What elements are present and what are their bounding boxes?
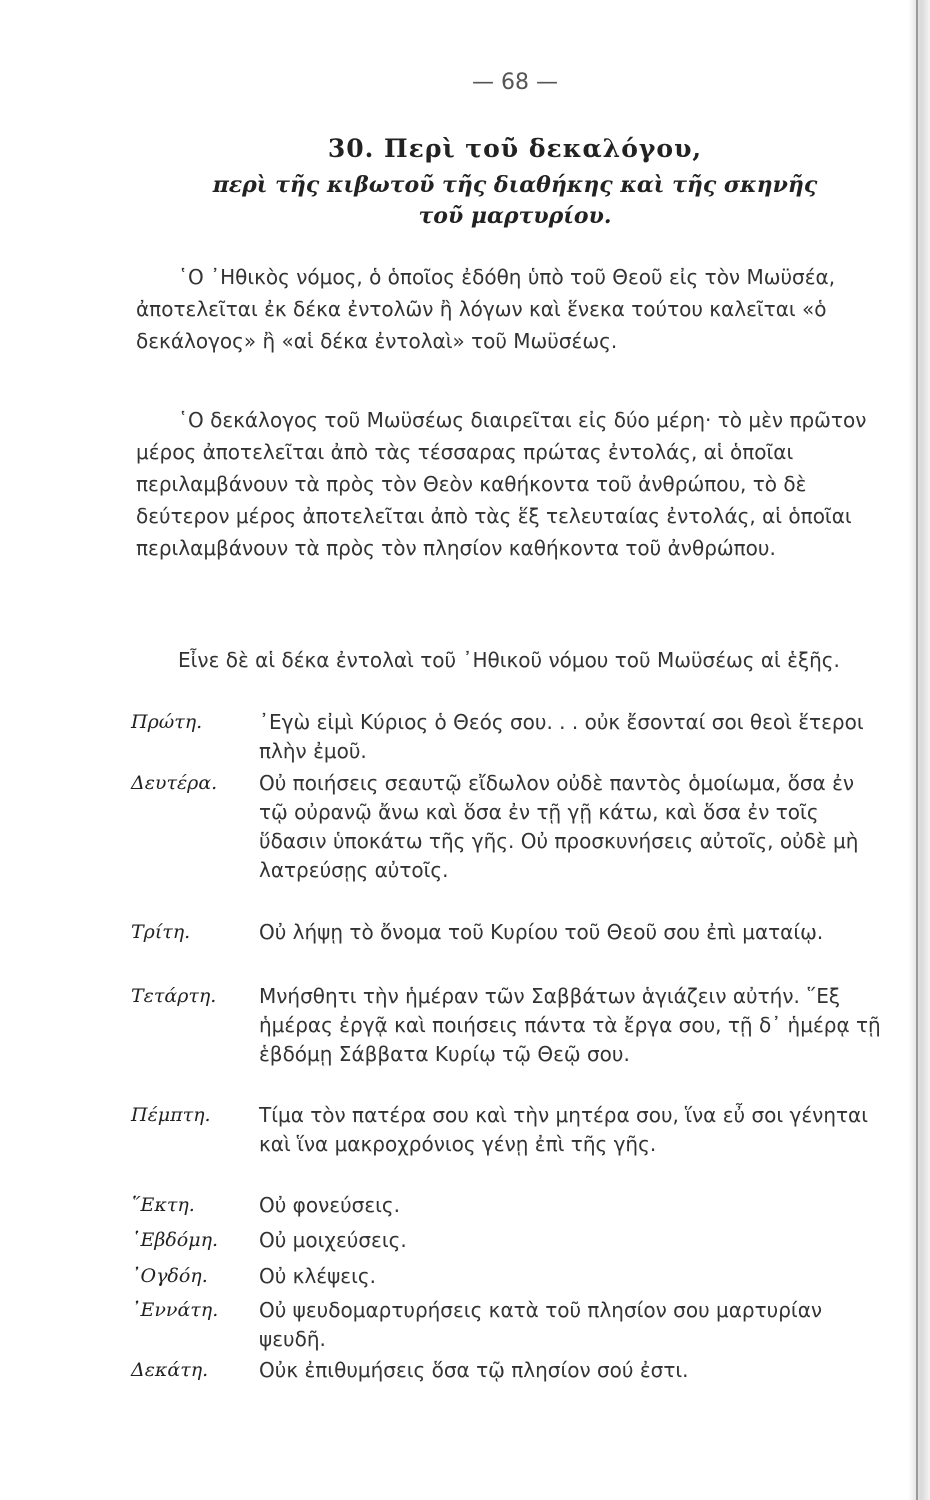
- commandment-text: Οὐ ποιήσεις σεαυτῷ εἴδωλον οὐδὲ παντὸς ὁμοίωμα, ὅσα ἐν τῷ οὐρανῷ ἄνω καὶ ὅσα ἐν τῇ γῇ κάτω, καὶ ὅσα ἐν τοῖς ὕδασιν ὑποκάτω τῆς γῆς. Οὐ προσκυνήσεις αὐτοῖς, οὐδὲ μὴ λατρεύσῃς αὐτοῖς.: [259, 771, 859, 882]
- commandment-label: Δευτέρα.: [131, 772, 218, 794]
- page-number: — 68 —: [472, 70, 558, 95]
- commandment-text: Οὐ ψευδομαρτυρήσεις κατὰ τοῦ πλησίον σου μαρτυρίαν ψευδῆ.: [259, 1298, 823, 1351]
- commandment-label: Δεκάτη.: [131, 1359, 209, 1381]
- paragraph-division: ῾Ο δεκάλογος τοῦ Μωϋσέως διαιρεῖται εἰς δύο μέρη· τὸ μὲν πρῶτον μέρος ἀποτελεῖται ἀπὸ τὰς τέσσαρας πρώτας ἐντολάς, αἱ ὁποῖαι περιλαμβάνουν τὰ πρὸς τὸν Θεὸν καθήκοντα τοῦ ἀνθρώπου, τὸ δὲ δεύτερον μέρος ἀποτελεῖται ἀπὸ τὰς ἕξ τελευταίας ἐντολάς, αἱ ὁποῖαι περιλαμβάνουν τὰ πρὸς τὸν πλησίον καθήκοντα τοῦ ἀνθρώπου.: [136, 408, 867, 560]
- paragraph-list-intro: Εἶνε δὲ αἱ δέκα ἐντολαὶ τοῦ ᾿Ηθικοῦ νόμου τοῦ Μωϋσέως αἱ ἑξῆς.: [178, 648, 840, 672]
- section-title: 30. Περὶ τοῦ δεκαλόγου,: [327, 134, 703, 163]
- commandment-label: Πρώτη.: [131, 711, 203, 733]
- commandment-label: Τρίτη.: [131, 921, 191, 943]
- commandment-label: ᾿Ογδόη.: [131, 1265, 208, 1287]
- commandment-text: Τίμα τὸν πατέρα σου καὶ τὴν μητέρα σου, ἵνα εὖ σοι γένηται καὶ ἵνα μακροχρόνιος γένῃ ἐπὶ τῆς γῆς.: [259, 1103, 868, 1156]
- commandment-text: Οὐ μοιχεύσεις.: [259, 1228, 407, 1252]
- section-subtitle-line2: τοῦ μαρτυρίου.: [418, 203, 612, 229]
- commandment-text: Οὐκ ἐπιθυμήσεις ὅσα τῷ πλησίον σού ἐστι.: [259, 1358, 689, 1382]
- commandment-label: ῞Εκτη.: [131, 1194, 195, 1216]
- commandment-text: Οὐ φονεύσεις.: [259, 1193, 401, 1217]
- commandment-label: Τετάρτη.: [131, 985, 217, 1007]
- commandment-text: Μνήσθητι τὴν ἡμέραν τῶν Σαββάτων ἁγιάζειν αὐτήν. ῞Εξ ἡμέρας ἐργᾷ καὶ ποιήσεις πάντα τὰ ἔργα σου, τῇ δ᾿ ἡμέρᾳ τῇ ἑβδόμῃ Σάββατα Κυρίῳ τῷ Θεῷ σου.: [259, 984, 881, 1066]
- commandment-label: Πέμπτη.: [131, 1104, 211, 1126]
- paragraph-intro: ῾Ο ᾿Ηθικὸς νόμος, ὁ ὁποῖος ἐδόθη ὑπὸ τοῦ Θεοῦ εἰς τὸν Μωϋσέα, ἀποτελεῖται ἐκ δέκα ἐντολῶν ἢ λόγων καὶ ἕνεκα τούτου καλεῖται «ὁ δεκάλογος» ἢ «αἱ δέκα ἐντολαὶ» τοῦ Μωϋσέως.: [136, 265, 836, 353]
- commandment-text: ᾿Εγὼ εἰμὶ Κύριος ὁ Θεός σου. . . οὐκ ἔσονταί σοι θεοὶ ἕτεροι πλὴν ἐμοῦ.: [259, 710, 864, 763]
- commandment-label: ῾Εβδόμη.: [131, 1229, 219, 1251]
- commandment-label: ᾿Εννάτη.: [131, 1299, 219, 1321]
- section-subtitle-line1: περὶ τῆς κιβωτοῦ τῆς διαθήκης καὶ τῆς σκηνῆς: [212, 172, 818, 198]
- commandment-text: Οὐ λήψῃ τὸ ὄνομα τοῦ Κυρίου τοῦ Θεοῦ σου ἐπὶ ματαίῳ.: [259, 920, 824, 944]
- commandment-text: Οὐ κλέψεις.: [259, 1264, 376, 1288]
